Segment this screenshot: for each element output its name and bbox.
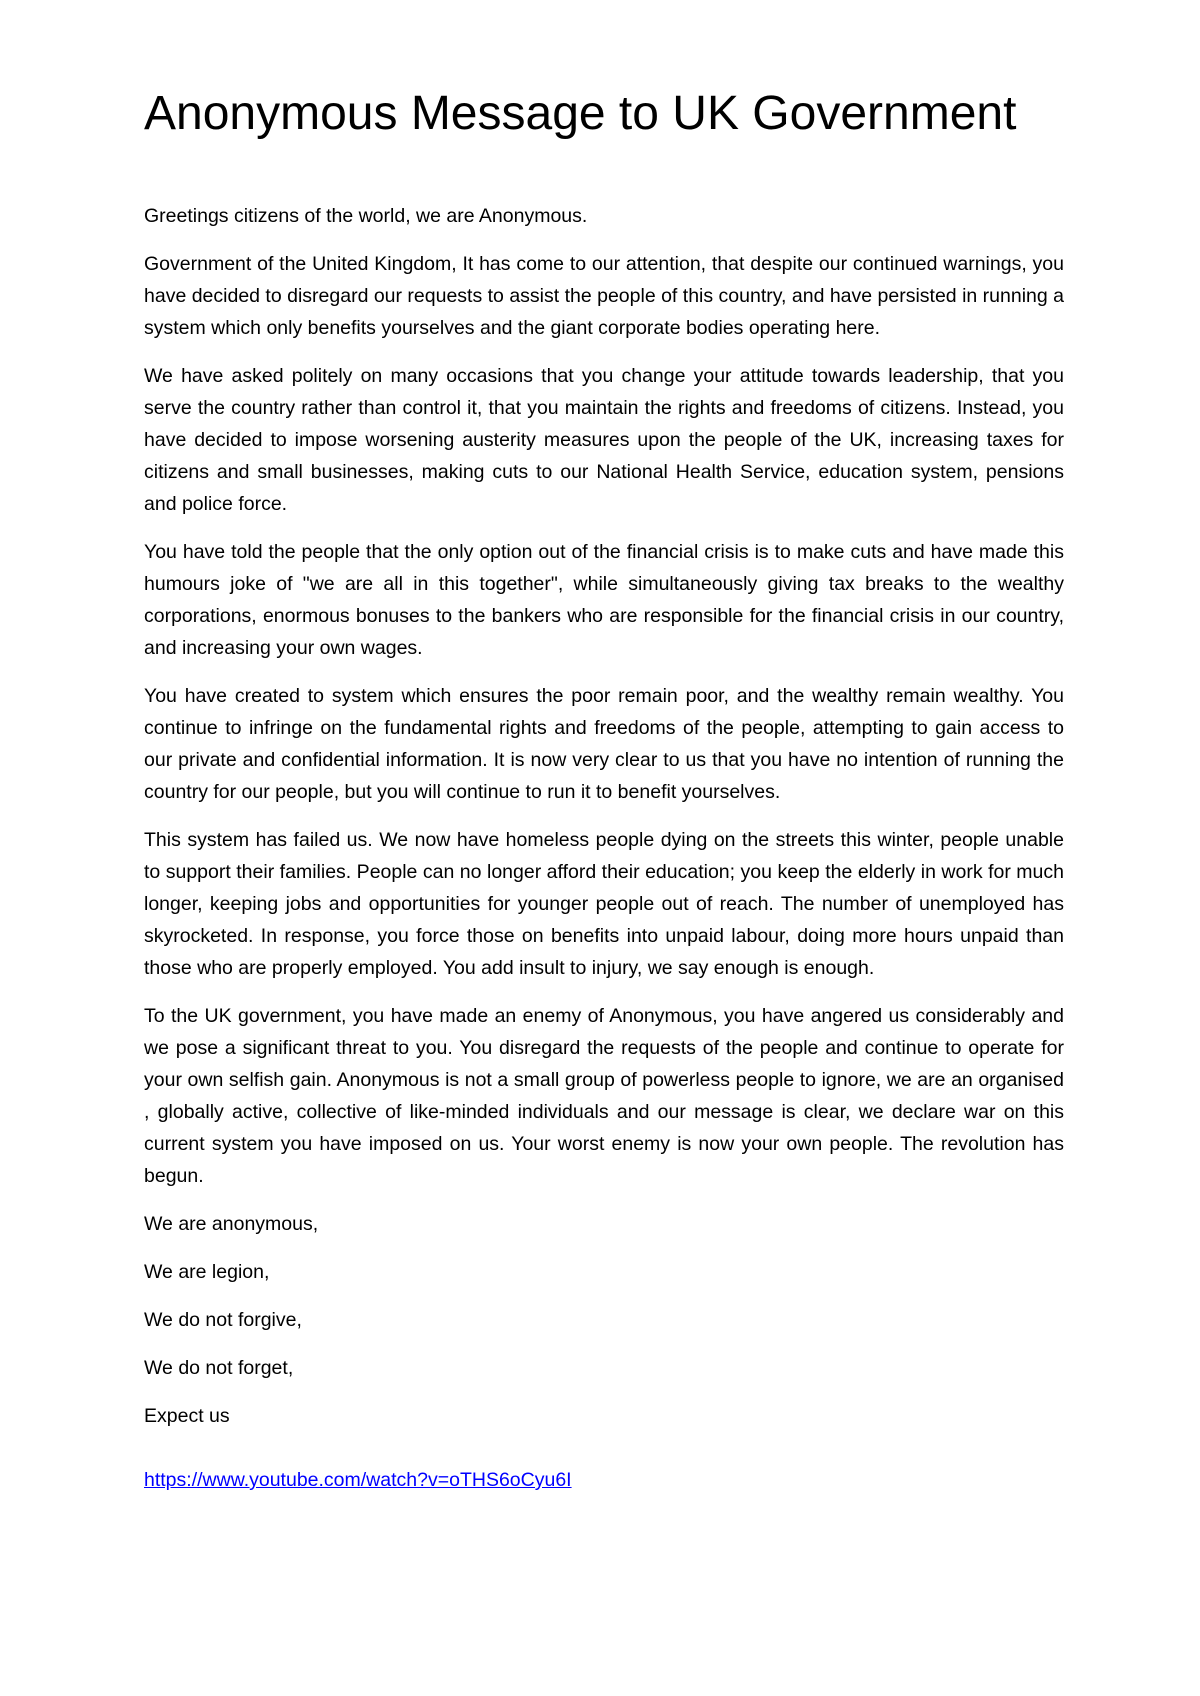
signoff-line-1: We are anonymous, [144, 1213, 319, 1235]
paragraph-4: You have created to system which ensures the poor remain poor, and the wealthy remain wealthy. You continue to infringe on the fundamental rights and freedoms of the people, attempting to gain access to our private and confidential information. It is now very clear to us that you have no intention of running the country for our people, but you will continue to run it to benefit yourselves. [144, 685, 1064, 803]
greeting-paragraph: Greetings citizens of the world, we are Anonymous. [144, 205, 588, 227]
youtube-link[interactable]: https://www.youtube.com/watch?v=oTHS6oCyu6I [144, 1469, 572, 1491]
document-title: Anonymous Message to UK Government [144, 87, 1017, 140]
signoff-line-4: We do not forget, [144, 1357, 294, 1379]
signoff-line-2: We are legion, [144, 1261, 270, 1283]
paragraph-5: This system has failed us. We now have homeless people dying on the streets this winter, people unable to support their families. People can no longer afford their education; you keep the elderly in work for much longer, keeping jobs and opportunities for younger people out of reach. The number of unemployed has skyrocketed. In response, you force those on benefits into unpaid labour, doing more hours unpaid than those who are properly employed. You add insult to injury, we say enough is enough. [144, 829, 1064, 979]
paragraph-1: Government of the United Kingdom, It has come to our attention, that despite our continued warnings, you have decided to disregard our requests to assist the people of this country, and have persisted in running a system which only benefits yourselves and the giant corporate bodies operating here. [144, 253, 1064, 339]
paragraph-6: To the UK government, you have made an enemy of Anonymous, you have angered us considerably and we pose a significant threat to you. You disregard the requests of the people and continue to operate for your own selfish gain. Anonymous is not a small group of powerless people to ignore, we are an organised , globally active, collective of like-minded individuals and our message is clear, we declare war on this current system you have imposed on us. Your worst enemy is now your own people. The revolution has begun. [144, 1005, 1064, 1187]
signoff-line-3: We do not forgive, [144, 1309, 302, 1331]
paragraph-2: We have asked politely on many occasions that you change your attitude towards leadership, that you serve the country rather than control it, that you maintain the rights and freedoms of citizens. Instead, you have decided to impose worsening austerity measures upon the people of the UK, increasing taxes for citizens and small businesses, making cuts to our National Health Service, education system, pensions and police force. [144, 365, 1064, 515]
document-body [144, 200, 1064, 1496]
paragraph-3: You have told the people that the only option out of the financial crisis is to make cuts and have made this humours joke of "we are all in this together", while simultaneously giving tax breaks to the wealthy corporations, enormous bonuses to the bankers who are responsible for the financial crisis in our country, and increasing your own wages. [144, 541, 1064, 659]
signoff-line-5: Expect us [144, 1405, 230, 1427]
link-container [144, 1464, 1064, 1496]
